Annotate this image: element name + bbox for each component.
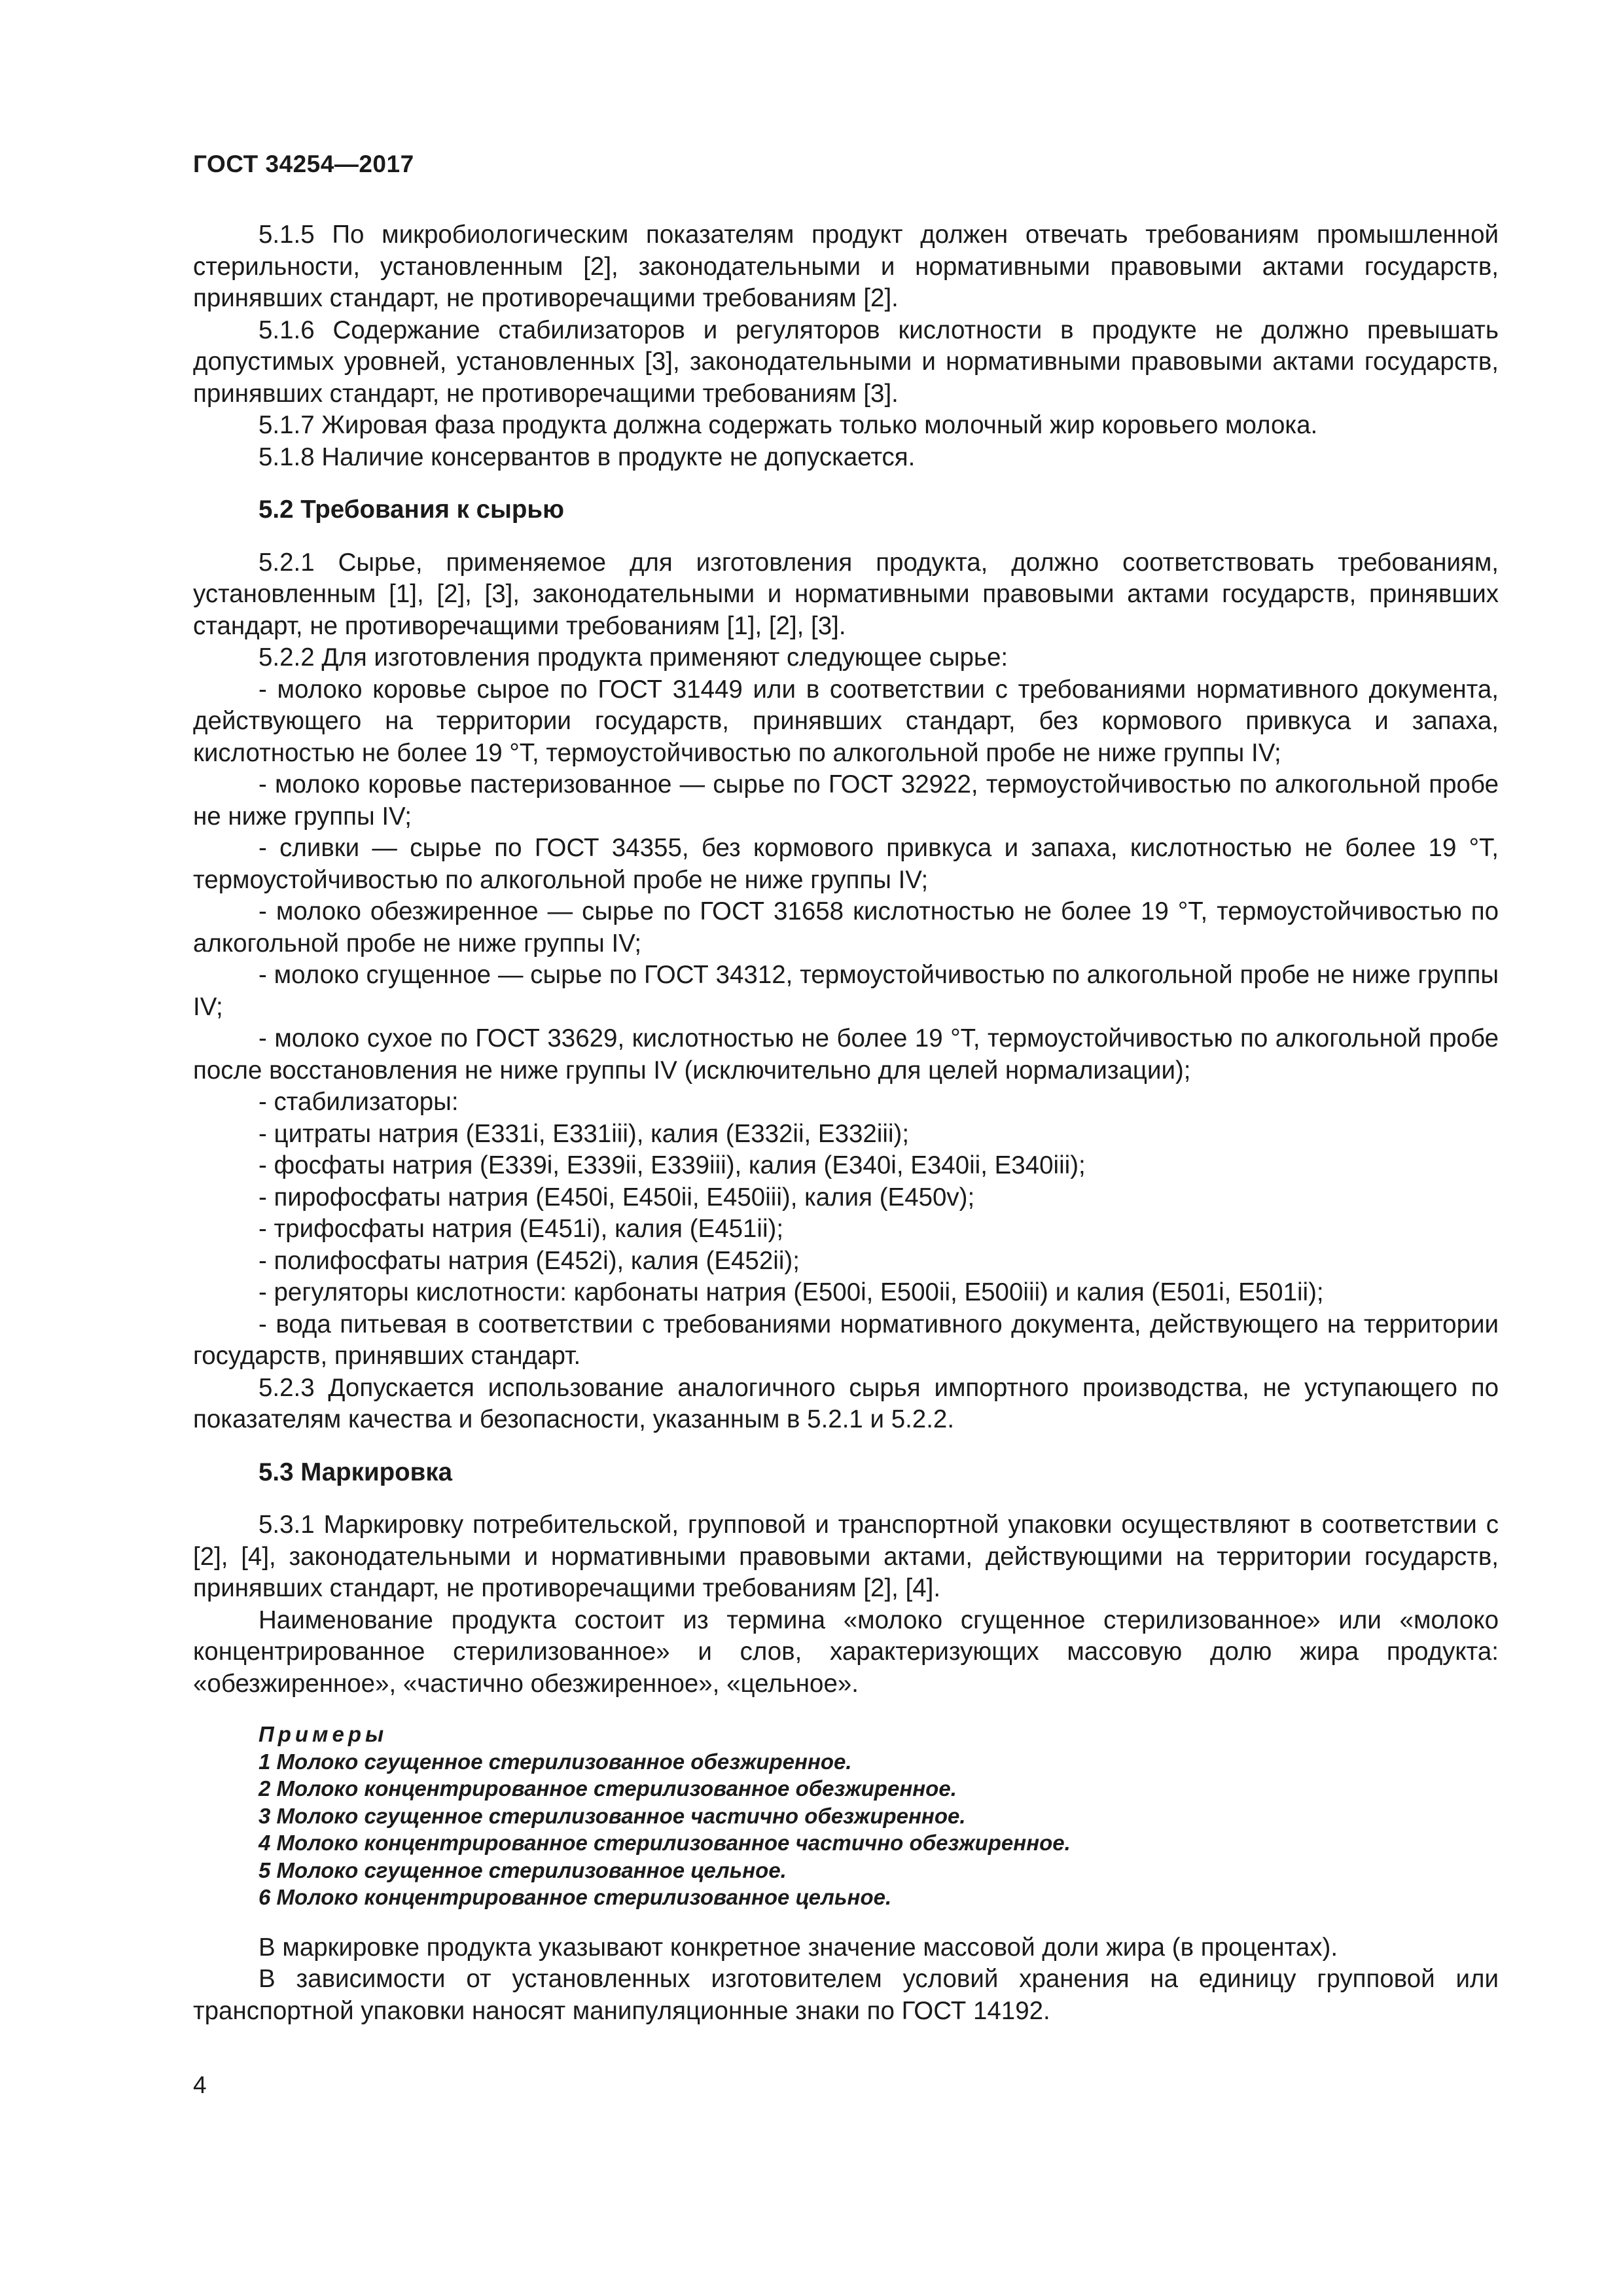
list-item: - полифосфаты натрия (E452i), калия (E452ii);	[259, 1246, 800, 1275]
example-item: 5 Молоко сгущенное стерилизованное цельное.	[259, 1857, 787, 1882]
page-number: 4	[193, 2072, 207, 2098]
example-item: 4 Молоко концентрированное стерилизованное частично обезжиренное.	[259, 1831, 1071, 1855]
list-item: - стабилизаторы:	[259, 1088, 459, 1116]
list-item: - фосфаты натрия (E339i, E339ii, E339iii), калия (E340i, E340ii, E340iii);	[259, 1151, 1086, 1179]
list-item: - молоко коровье пастеризованное — сырье по ГОСТ 32922, термоустойчивостью по алкогольной пробе не ниже группы IV;	[193, 770, 1499, 831]
paragraph: 5.2.2 Для изготовления продукта применяют следующее сырье:	[259, 643, 1008, 672]
list-item: - молоко сгущенное — сырье по ГОСТ 34312, термоустойчивостью по алкогольной пробе не ниже группы IV;	[193, 961, 1499, 1021]
paragraph: 5.2.1 Сырье, применяемое для изготовления продукта, должно соответствовать требованиям, установленным [1], [2], [3], законодательными и нормативными правовыми актами государств, принявших стандарт, не противоречащими требованиям [1], [2], [3].	[193, 548, 1499, 640]
document-header: ГОСТ 34254—2017	[193, 151, 414, 177]
list-item: - сливки — сырье по ГОСТ 34355, без кормового привкуса и запаха, кислотностью не более 19 °Т, термоустойчивостью по алкогольной пробе не ниже группы IV;	[193, 834, 1499, 894]
examples-block	[193, 1721, 1499, 1911]
example-item: 2 Молоко концентрированное стерилизованное обезжиренное.	[259, 1776, 957, 1801]
paragraph: 5.1.8 Наличие консервантов в продукте не допускается.	[259, 442, 916, 471]
list-item: - трифосфаты натрия (E451i), калия (E451ii);	[259, 1215, 784, 1243]
section-heading: 5.3 Маркировка	[259, 1458, 453, 1486]
examples-title: Примеры	[259, 1722, 388, 1746]
paragraph: 5.2.3 Допускается использование аналогичного сырья импортного производства, не уступающего по показателям качества и безопасности, указанным в 5.2.1 и 5.2.2.	[193, 1373, 1499, 1433]
section-heading: 5.2 Требования к сырью	[259, 495, 564, 524]
paragraph: В маркировке продукта указывают конкретное значение массовой доли жира (в процентах).	[259, 1933, 1338, 1962]
example-item: 1 Молоко сгущенное стерилизованное обезжиренное.	[259, 1749, 852, 1774]
paragraph: 5.1.7 Жировая фаза продукта должна содержать только молочный жир коровьего молока.	[259, 411, 1318, 439]
list-item: - регуляторы кислотности: карбонаты натрия (E500i, E500ii, E500iii) и калия (E501i, E501ii);	[259, 1278, 1324, 1306]
document-body	[193, 219, 1499, 2027]
paragraph: 5.1.5 По микробиологическим показателям продукт должен отвечать требованиям промышленной стерильности, установленным [2], законодательными и нормативными правовыми актами государств, принявших стандарт, не противоречащими требованиям [2].	[193, 221, 1499, 312]
paragraph: Наименование продукта состоит из термина «молоко сгущенное стерилизованное» или «молоко концентрированное стерилизованное» и слов, характеризующих массовую долю жира продукта: «обезжиренное», «частично обезжиренное», «цельное».	[193, 1605, 1499, 1698]
list-item: - цитраты натрия (E331i, E331iii), калия (E332ii, E332iii);	[259, 1119, 910, 1148]
paragraph: 5.3.1 Маркировку потребительской, групповой и транспортной упаковки осуществляют в соответствии с [2], [4], законодательными и нормативными правовыми актами, действующими на территории государств, принявших стандарт, не противоречащими требованиям [2], [4].	[193, 1511, 1499, 1602]
list-item: - молоко обезжиренное — сырье по ГОСТ 31658 кислотностью не более 19 °Т, термоустойчивостью по алкогольной пробе не ниже группы IV;	[193, 897, 1499, 958]
paragraph: 5.1.6 Содержание стабилизаторов и регуляторов кислотности в продукте не должно превышать допустимых уровней, установленных [3], законодательными и нормативными правовыми актами государств, принявших стандарт, не противоречащими требованиям [3].	[193, 315, 1499, 408]
list-item: - молоко сухое по ГОСТ 33629, кислотностью не более 19 °Т, термоустойчивостью по алкогольной пробе после восстановления не ниже группы IV (исключительно для целей нормализации);	[193, 1024, 1499, 1085]
paragraph: В зависимости от установленных изготовителем условий хранения на единицу групповой или транспортной упаковки наносят манипуляционные знаки по ГОСТ 14192.	[193, 1965, 1499, 2025]
list-item: - пирофосфаты натрия (E450i, E450ii, E450iii), калия (E450v);	[259, 1183, 975, 1211]
list-item: - молоко коровье сырое по ГОСТ 31449 или в соответствии с требованиями нормативного документа, действующего на территории государств, принявших стандарт, без кормового привкуса и запаха, кислотностью не более 19 °Т, термоустойчивостью по алкогольной пробе не ниже группы IV;	[193, 675, 1499, 767]
example-item: 3 Молоко сгущенное стерилизованное частично обезжиренное.	[259, 1803, 966, 1828]
list-item: - вода питьевая в соответствии с требованиями нормативного документа, действующего на территории государств, принявших стандарт.	[193, 1310, 1499, 1370]
example-item: 6 Молоко концентрированное стерилизованное цельное.	[259, 1885, 892, 1909]
